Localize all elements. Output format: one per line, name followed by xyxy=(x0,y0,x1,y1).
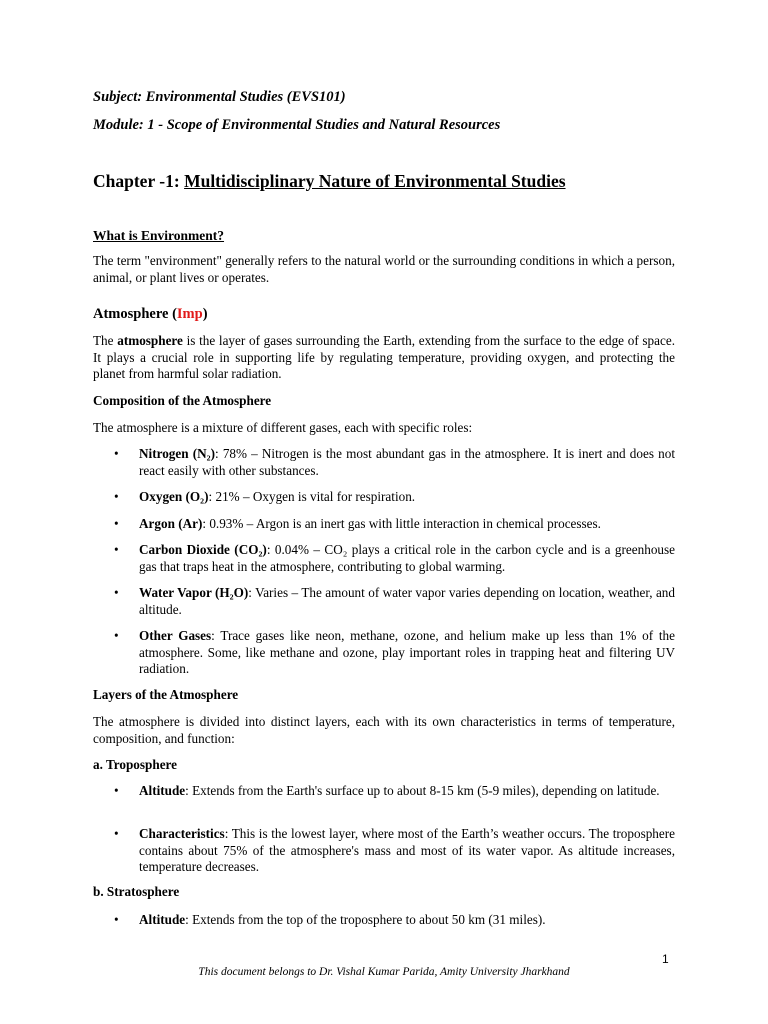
item-term: Altitude xyxy=(139,912,186,927)
item-term: Nitrogen (N₂) xyxy=(139,446,215,461)
atmosphere-heading-suffix: ) xyxy=(202,306,208,322)
bullet-icon: • xyxy=(114,912,119,927)
bullet-icon: • xyxy=(114,826,119,841)
item-term: Carbon Dioxide (CO₂) xyxy=(139,542,267,557)
item-text: : This is the lowest layer, where most of the Earth’s weather occurs. The troposphere contains about 75% of the atmosphere's mass and most of its water vapor. As altitude increases, temperature decreases. xyxy=(139,826,675,874)
list-item xyxy=(93,446,675,479)
bullet-icon: • xyxy=(114,489,119,504)
chapter-prefix: Chapter -1: xyxy=(93,171,185,191)
list-item xyxy=(93,585,675,618)
bullet-icon: • xyxy=(114,516,119,531)
chapter-title xyxy=(93,170,675,192)
chapter-name: Multidisciplinary Nature of Environmental Studies xyxy=(184,171,566,191)
what-is-paragraph: The term "environment" generally refers to the natural world or the surrounding conditions in which a person, animal, or plant lives or operates. xyxy=(93,253,675,285)
bullet-icon: • xyxy=(114,628,119,643)
bullet-icon: • xyxy=(114,446,119,461)
item-text: : Varies – The amount of water vapor varies depending on location, weather, and altitude. xyxy=(139,585,675,617)
item-term: Other Gases xyxy=(139,628,212,643)
what-is-heading: What is Environment? xyxy=(93,228,225,243)
layers-heading: Layers of the Atmosphere xyxy=(93,687,239,702)
item-text: : 78% – Nitrogen is the most abundant gas in the atmosphere. It is inert and does not react easily with other substances. xyxy=(139,446,675,478)
list-item xyxy=(93,912,675,929)
list-item xyxy=(93,542,675,575)
layers-intro: The atmosphere is divided into distinct layers, each with its own characteristics in terms of temperature, composition, and function: xyxy=(93,714,675,746)
list-item xyxy=(93,783,675,800)
item-text: : Trace gases like neon, methane, ozone, and helium make up less than 1% of the atmosphere. Some, like methane and ozone, play important roles in trapping heat and filtering UV radiation. xyxy=(139,628,675,676)
subject-line: Subject: Environmental Studies (EVS101) xyxy=(93,89,346,105)
item-term: Altitude xyxy=(139,783,186,798)
stratosphere-heading: b. Stratosphere xyxy=(93,884,180,899)
atmosphere-paragraph xyxy=(93,333,675,383)
bullet-icon: • xyxy=(114,783,119,798)
composition-intro: The atmosphere is a mixture of different gases, each with specific roles: xyxy=(93,420,473,435)
page-number: 1 xyxy=(662,952,669,966)
item-term: Oxygen (O₂) xyxy=(139,489,209,504)
item-text: : Extends from the Earth's surface up to about 8-15 km (5-9 miles), depending on latitude. xyxy=(185,783,660,798)
item-text: : Extends from the top of the troposphere to about 50 km (31 miles). xyxy=(185,912,546,927)
atmosphere-intro-bold: atmosphere xyxy=(117,333,183,348)
atmosphere-intro-pre: The xyxy=(93,333,118,348)
composition-heading: Composition of the Atmosphere xyxy=(93,393,272,408)
item-text: : 0.93% – Argon is an inert gas with little interaction in chemical processes. xyxy=(202,516,601,531)
atmosphere-intro-rest: is the layer of gases surrounding the Earth, extending from the surface to the edge of space. It plays a crucial role in supporting life by regulating temperature, providing oxygen, and protecting the planet from harmful solar radiation. xyxy=(93,333,675,381)
footer-note: This document belongs to Dr. Vishal Kumar Parida, Amity University Jharkhand xyxy=(198,966,570,978)
list-item xyxy=(93,826,675,876)
list-item xyxy=(93,628,675,678)
item-term: Water Vapor (H₂O) xyxy=(139,585,249,600)
list-item xyxy=(93,489,675,506)
item-text: : 0.04% – CO₂ plays a critical role in the carbon cycle and is a greenhouse gas that traps heat in the atmosphere, contributing to global warming. xyxy=(139,542,675,574)
atmosphere-heading-prefix: Atmosphere ( xyxy=(93,306,177,322)
troposphere-heading: a. Troposphere xyxy=(93,757,178,772)
item-term: Argon (Ar) xyxy=(139,516,203,531)
atmosphere-heading xyxy=(93,305,675,323)
item-term: Characteristics xyxy=(139,826,225,841)
bullet-icon: • xyxy=(114,585,119,600)
list-item xyxy=(93,516,675,533)
module-line: Module: 1 - Scope of Environmental Studies and Natural Resources xyxy=(93,117,501,133)
imp-label: Imp xyxy=(176,306,203,322)
item-text: : 21% – Oxygen is vital for respiration. xyxy=(208,489,416,504)
bullet-icon: • xyxy=(114,542,119,557)
